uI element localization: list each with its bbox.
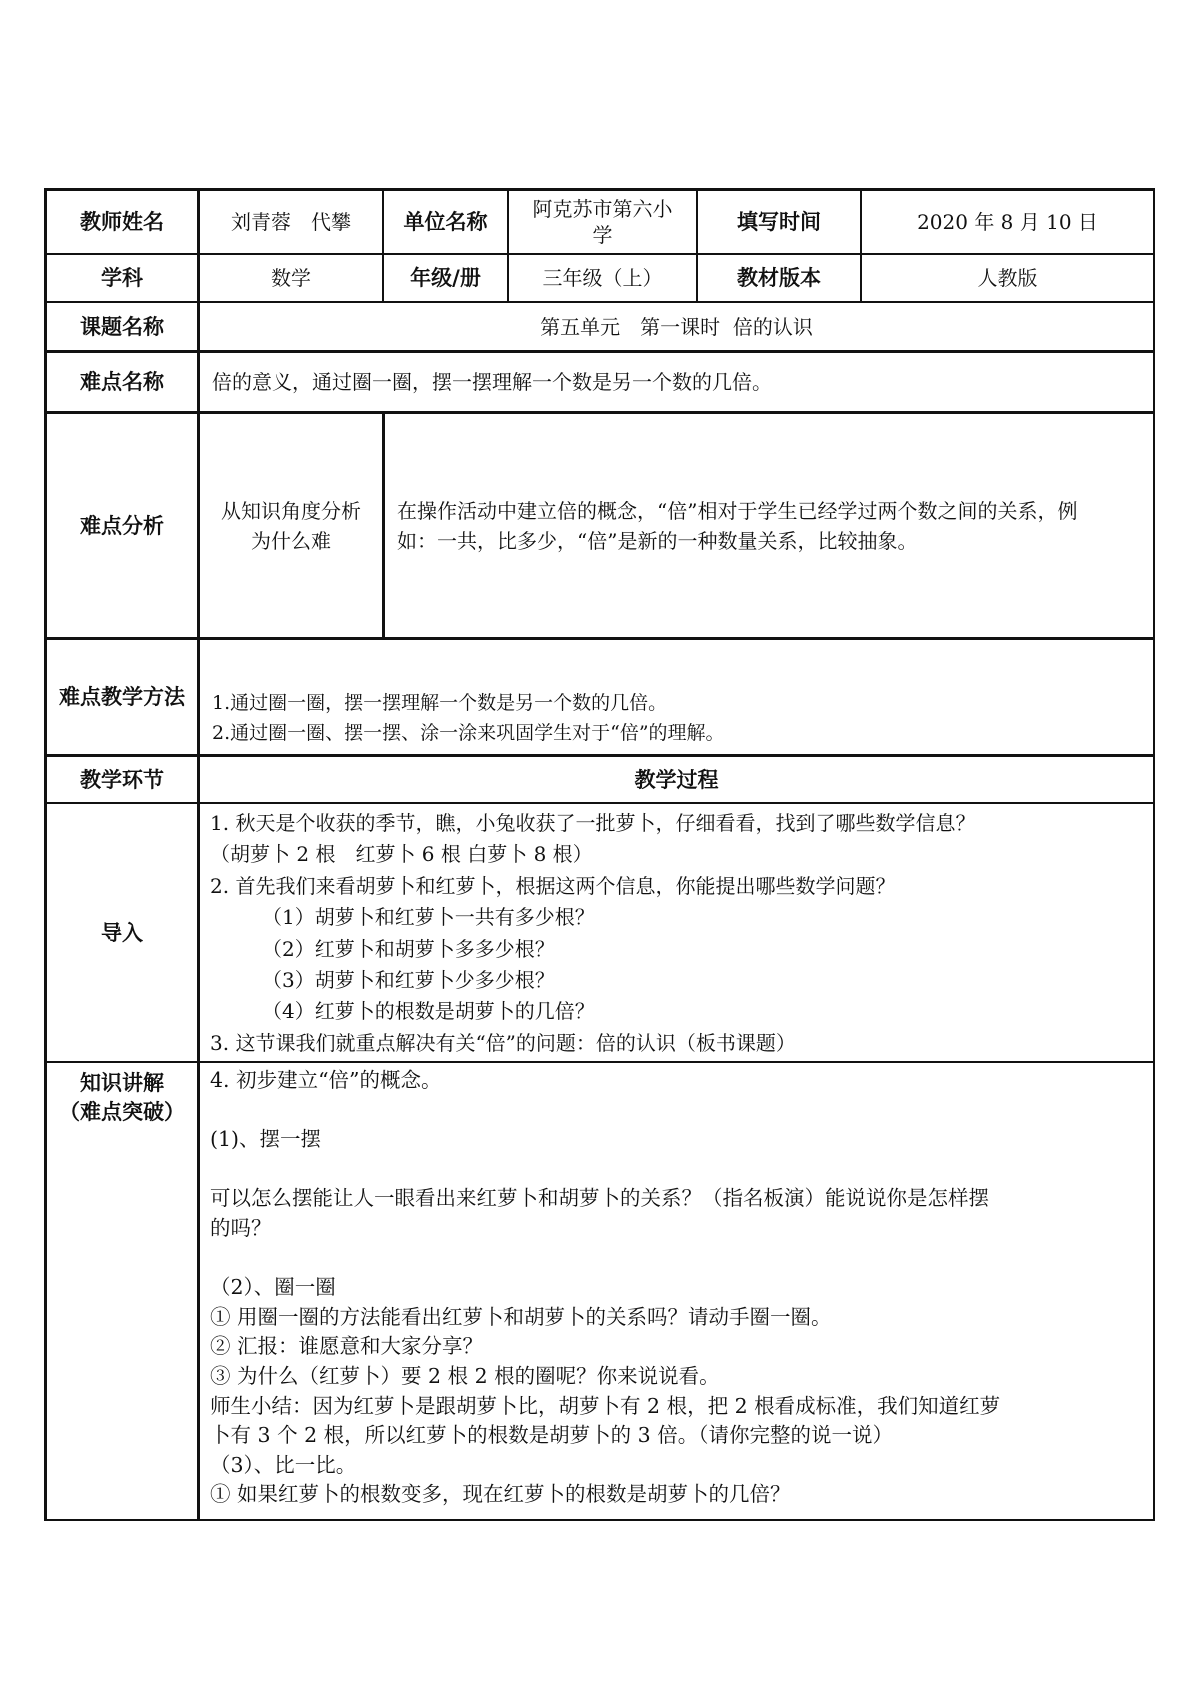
subject-label: 学科 bbox=[101, 266, 143, 290]
edition-label: 教材版本 bbox=[737, 266, 821, 290]
analysis-text-line2: 如：一共，比多少，“倍”是新的一种数量关系，比较抽象。 bbox=[397, 528, 918, 553]
method-line1: 1.通过圈一圈，摆一摆理解一个数是另一个数的几倍。 bbox=[212, 692, 668, 714]
topic-label: 课题名称 bbox=[80, 314, 164, 339]
knowledge-spacer bbox=[210, 1096, 1150, 1126]
grade-value: 三年级（上） bbox=[542, 266, 663, 290]
knowledge-line: （3）、比一比。 bbox=[210, 1452, 357, 1477]
analysis-label: 难点分析 bbox=[80, 513, 164, 538]
intro-line: 1. 秋天是个收获的季节，瞧，小兔收获了一批萝卜，仔细看看，找到了哪些数学信息？ bbox=[210, 811, 976, 835]
knowledge-label-line1: 知识讲解 bbox=[80, 1071, 164, 1095]
fill-date-value: 2020 年 8 月 10 日 bbox=[917, 210, 1098, 234]
method-label: 难点教学方法 bbox=[59, 685, 185, 709]
knowledge-spacer bbox=[210, 1155, 1150, 1185]
knowledge-line: ① 用圈一圈的方法能看出红萝卜和胡萝卜的关系吗？请动手圈一圈。 bbox=[210, 1304, 832, 1329]
intro-question: （1）胡萝卜和红萝卜一共有多少根？ bbox=[262, 905, 595, 930]
grade-label: 年级/册 bbox=[410, 266, 481, 290]
intro-question: （3）胡萝卜和红萝卜少多少根？ bbox=[262, 968, 555, 993]
intro-label: 导入 bbox=[101, 920, 143, 945]
method-text bbox=[200, 640, 1153, 754]
table-border-bottom bbox=[44, 1519, 1155, 1521]
lesson-plan-table bbox=[44, 188, 1155, 1521]
intro-line: （胡萝卜 2 根 红萝卜 6 根 白萝卜 8 根） bbox=[210, 842, 593, 867]
knowledge-line: ① 如果红萝卜的根数变多，现在红萝卜的根数是胡萝卜的几倍？ bbox=[210, 1482, 791, 1507]
unit-name-value-line2: 学 bbox=[592, 223, 613, 247]
analysis-text bbox=[385, 414, 1153, 637]
knowledge-line: 师生小结：因为红萝卜是跟胡萝卜比，胡萝卜有 2 根，把 2 根看成标准，我们知道红萝 bbox=[210, 1393, 1001, 1418]
knowledge-line: 卜有 3 个 2 根，所以红萝卜的根数是胡萝卜的 3 倍。（请你完整的说一说） bbox=[210, 1423, 893, 1448]
knowledge-line: ② 汇报：谁愿意和大家分享？ bbox=[210, 1334, 484, 1359]
method-line2: 2.通过圈一圈、摆一摆、涂一涂来巩固学生对于“倍”的理解。 bbox=[212, 722, 725, 744]
knowledge-line: 可以怎么摆能让人一眼看出来红萝卜和胡萝卜的关系？（指名板演）能说说你是怎样摆 bbox=[210, 1186, 989, 1211]
intro-question: （4）红萝卜的根数是胡萝卜的几倍？ bbox=[262, 999, 595, 1024]
knowledge-line: (1)、摆一摆 bbox=[210, 1127, 322, 1152]
analysis-sub-label bbox=[200, 414, 382, 637]
knowledge-label bbox=[47, 1063, 197, 1135]
teacher-name-value: 刘青蓉 代攀 bbox=[231, 210, 351, 234]
analysis-sub-label-line2: 为什么难 bbox=[251, 528, 331, 553]
unit-name-value bbox=[509, 191, 696, 253]
knowledge-content bbox=[210, 1066, 1150, 1518]
edition-value: 人教版 bbox=[977, 266, 1038, 290]
knowledge-line: 4. 初步建立“倍”的概念。 bbox=[210, 1068, 442, 1092]
intro-line: 2. 首先我们来看胡萝卜和红萝卜，根据这两个信息，你能提出哪些数学问题？ bbox=[210, 873, 896, 898]
row-divider bbox=[44, 802, 1155, 804]
subject-value: 数学 bbox=[271, 266, 311, 290]
knowledge-spacer bbox=[210, 1244, 1150, 1274]
difficulty-label: 难点名称 bbox=[80, 370, 164, 394]
intro-question: （2）红萝卜和胡萝卜多多少根？ bbox=[262, 936, 555, 961]
stage-header: 教学环节 bbox=[80, 767, 164, 792]
analysis-text-line1: 在操作活动中建立倍的概念，“倍”相对于学生已经学过两个数之间的关系，例 bbox=[397, 498, 1078, 523]
teacher-name-label: 教师姓名 bbox=[80, 210, 164, 234]
knowledge-line: 的吗？ bbox=[210, 1215, 272, 1240]
row-divider bbox=[44, 1061, 1155, 1063]
table-border-right bbox=[1153, 188, 1155, 1521]
topic-value: 第五单元 第一课时 倍的认识 bbox=[540, 314, 813, 339]
unit-name-label: 单位名称 bbox=[403, 210, 488, 234]
knowledge-label-line2: （难点突破） bbox=[59, 1100, 185, 1124]
intro-line: 3. 这节课我们就重点解决有关“倍”的问题：倍的认识（板书课题） bbox=[210, 1030, 796, 1055]
difficulty-value: 倍的意义，通过圈一圈，摆一摆理解一个数是另一个数的几倍。 bbox=[212, 370, 772, 394]
unit-name-value-line1: 阿克苏市第六小 bbox=[532, 197, 673, 221]
fill-date-label: 填写时间 bbox=[737, 210, 821, 234]
analysis-sub-label-line1: 从知识角度分析 bbox=[221, 498, 361, 523]
process-header: 教学过程 bbox=[634, 767, 719, 792]
intro-content bbox=[210, 808, 1150, 1060]
knowledge-line: （2）、圈一圈 bbox=[210, 1275, 336, 1300]
knowledge-line: ③ 为什么（红萝卜）要 2 根 2 根的圈呢？你来说说看。 bbox=[210, 1363, 720, 1388]
